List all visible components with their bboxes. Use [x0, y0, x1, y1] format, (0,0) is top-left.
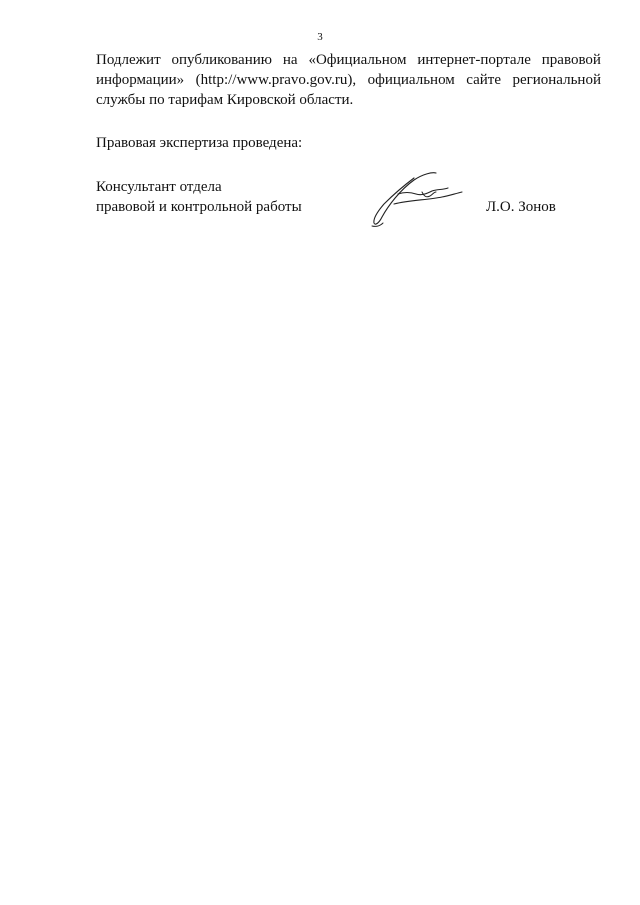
publication-paragraph — [96, 50, 601, 110]
signer-position — [96, 177, 302, 217]
signer-position-line-1: Консультант отдела — [96, 179, 222, 195]
page-number: 3 — [317, 31, 323, 43]
word: интернет-портале — [417, 52, 531, 68]
expertise-statement: Правовая экспертиза проведена: — [96, 135, 303, 151]
word: официальном — [367, 72, 455, 88]
word: Подлежит — [96, 52, 161, 68]
handwritten-signature-icon — [370, 170, 465, 230]
word: «Официальном — [308, 52, 407, 68]
word: информации» — [96, 72, 185, 88]
signer-position-line-2: правовой и контрольной работы — [96, 199, 302, 215]
word: региональной — [512, 72, 601, 88]
word: сайте — [466, 72, 501, 88]
publication-line-2 — [96, 70, 601, 90]
signer-name: Л.О. Зонов — [486, 199, 556, 215]
publication-line-1 — [96, 50, 601, 70]
publication-line-3: службы по тарифам Кировской области. — [96, 92, 354, 108]
word: правовой — [541, 52, 601, 68]
word: (http://www.pravo.gov.ru), — [195, 72, 357, 88]
word: опубликованию — [171, 52, 272, 68]
word: на — [282, 52, 298, 68]
